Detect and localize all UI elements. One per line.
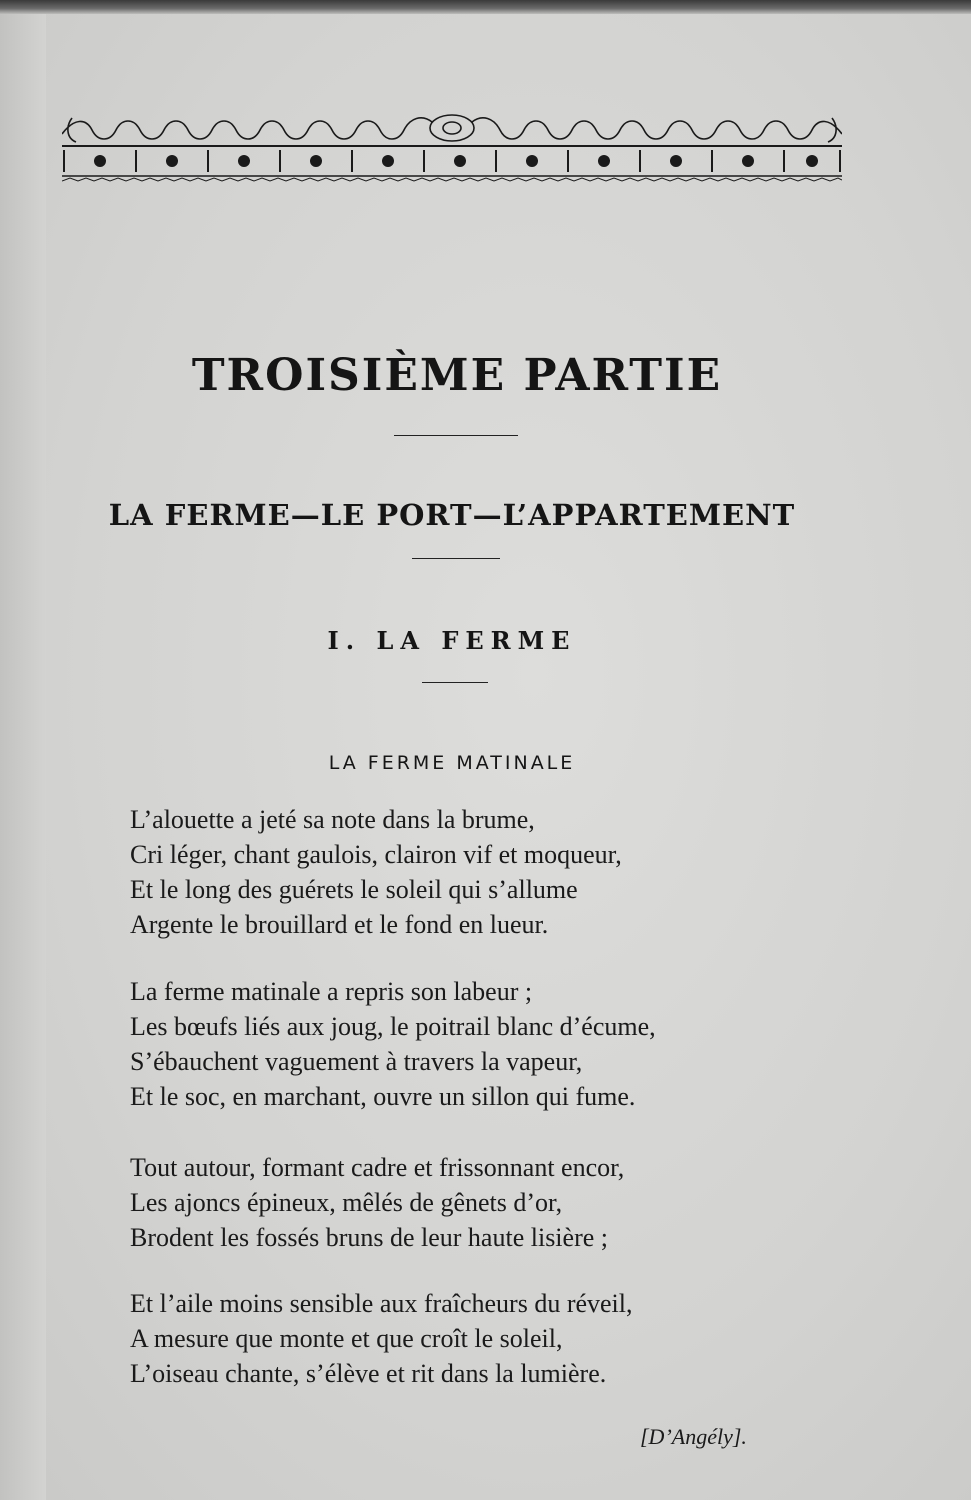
poem-line: Tout autour, formant cadre et frissonnant encor, xyxy=(130,1153,625,1182)
poem-line: La ferme matinale a repris son labeur ; xyxy=(130,977,533,1006)
poem-line: Brodent les fossés bruns de leur haute lisière ; xyxy=(130,1223,608,1252)
stanza xyxy=(130,802,830,942)
poem-line: Et le soc, en marchant, ouvre un sillon qui fume. xyxy=(130,1082,636,1111)
poem-title: LA FERME MATINALE xyxy=(328,752,576,774)
poem-line: L’alouette a jeté sa note dans la brume, xyxy=(130,805,535,834)
poem-line: A mesure que monte et que croît le soleil, xyxy=(130,1324,563,1353)
poem-author: [D’Angély]. xyxy=(640,1424,747,1449)
poem-line: Et le long des guérets le soleil qui s’allume xyxy=(130,875,578,904)
subtitle-rule xyxy=(412,558,500,559)
title-rule xyxy=(394,435,518,436)
stanza xyxy=(130,974,830,1114)
poem-line: Et l’aile moins sensible aux fraîcheurs du réveil, xyxy=(130,1289,633,1318)
section-heading: I. LA FERME xyxy=(327,626,577,655)
page-top-edge xyxy=(0,0,971,14)
poem-line: Cri léger, chant gaulois, clairon vif et moqueur, xyxy=(130,840,622,869)
part-title: TROISIÈME PARTIE xyxy=(191,350,723,401)
section-rule xyxy=(422,682,488,683)
floral-headpiece-icon xyxy=(62,108,842,188)
poem-line: S’ébauchent vaguement à travers la vapeur, xyxy=(130,1047,583,1076)
page-gutter xyxy=(0,0,46,1500)
part-subtitle: LA FERME—LE PORT—L’APPARTEMENT xyxy=(108,498,796,532)
poem-line: Les ajoncs épineux, mêlés de gênets d’or, xyxy=(130,1188,563,1217)
poem-line: Les bœufs liés aux joug, le poitrail blanc d’écume, xyxy=(130,1012,656,1041)
poem-line: Argente le brouillard et le fond en lueur. xyxy=(130,910,549,939)
stanza xyxy=(130,1286,830,1391)
poem-line: L’oiseau chante, s’élève et rit dans la lumière. xyxy=(130,1359,607,1388)
stanza xyxy=(130,1150,830,1255)
